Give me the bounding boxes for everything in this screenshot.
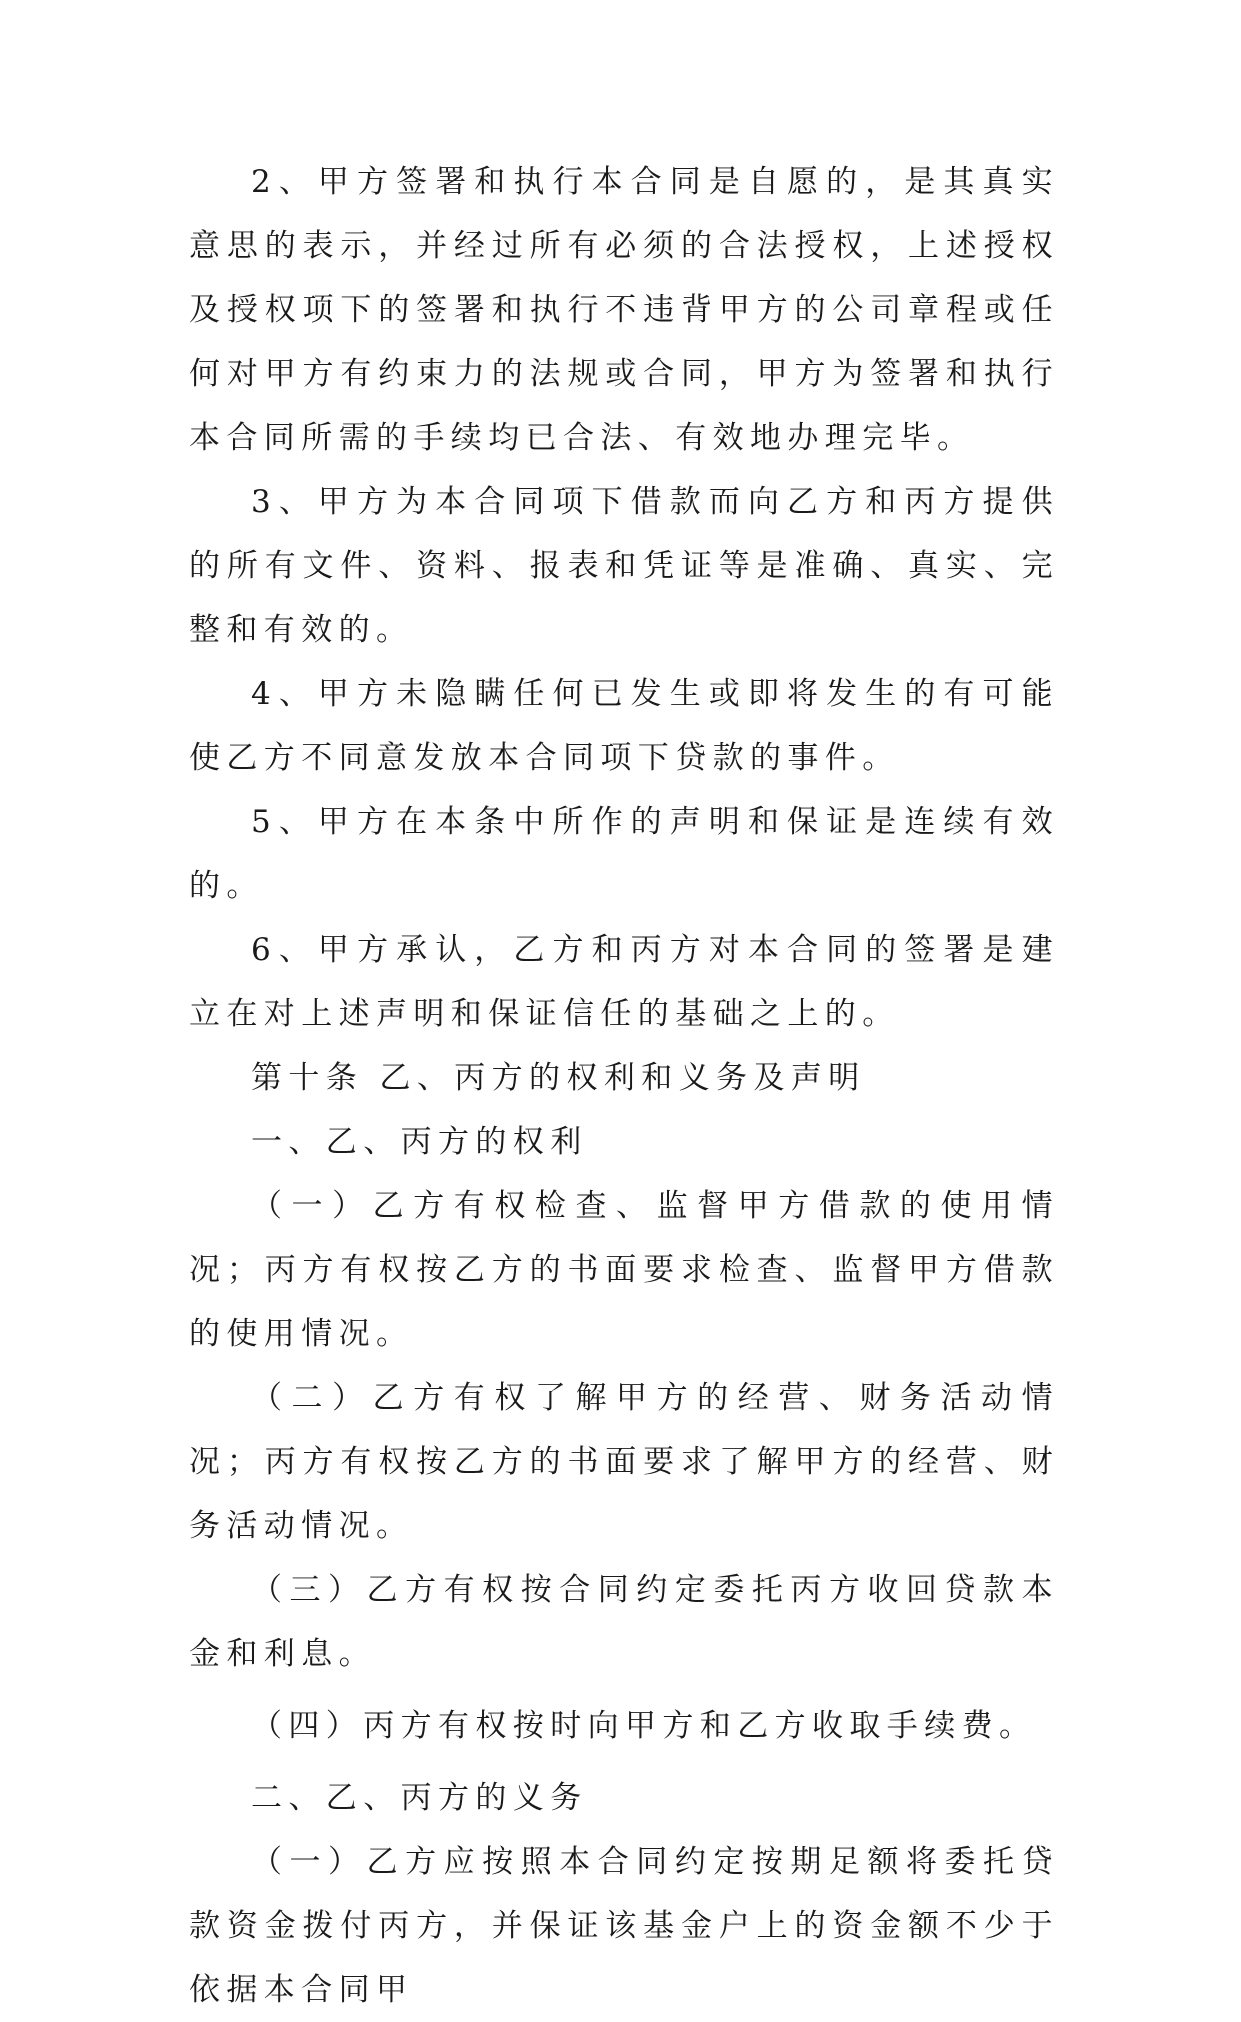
section-heading-obligations: 二、乙、丙方的义务 xyxy=(251,1780,588,1816)
section-heading-rights: 一、乙、丙方的权利 xyxy=(251,1124,588,1160)
paragraph-clause-4: 4、甲方未隐瞒任何已发生或即将发生的有可能使乙方不同意发放本合同项下贷款的事件。 xyxy=(189,676,1059,776)
paragraph-right-2: （二）乙方有权了解甲方的经营、财务活动情况；丙方有权按乙方的书面要求了解甲方的经营、财务活动情况。 xyxy=(189,1380,1059,1544)
paragraph-clause-6: 6、甲方承认，乙方和丙方对本合同的签署是建立在对上述声明和保证信任的基础之上的。 xyxy=(189,932,1059,1032)
article-heading: 第十条 乙、丙方的权利和义务及声明 xyxy=(251,1060,866,1096)
paragraph-clause-3: 3、甲方为本合同项下借款而向乙方和丙方提供的所有文件、资料、报表和凭证等是准确、真实、完整和有效的。 xyxy=(189,484,1059,648)
paragraph-right-4: （四）丙方有权按时向甲方和乙方收取手续费。 xyxy=(251,1708,1037,1744)
paragraph-clause-5: 5、甲方在本条中所作的声明和保证是连续有效的。 xyxy=(189,804,1059,904)
paragraph-obligation-1: （一）乙方应按照本合同约定按期足额将委托贷款资金拨付丙方，并保证该基金户上的资金额不少于依据本合同甲 xyxy=(189,1844,1059,2008)
paragraph-clause-2: 2、甲方签署和执行本合同是自愿的，是其真实意思的表示，并经过所有必须的合法授权，上述授权及授权项下的签署和执行不违背甲方的公司章程或任何对甲方有约束力的法规或合同，甲方为签署和执行本合同所需的手续均已合法、有效地办理完毕。 xyxy=(189,164,1059,456)
paragraph-right-1: （一）乙方有权检查、监督甲方借款的使用情况；丙方有权按乙方的书面要求检查、监督甲方借款的使用情况。 xyxy=(189,1188,1059,1352)
document-body xyxy=(189,150,1059,2022)
paragraph-right-3: （三）乙方有权按合同约定委托丙方收回贷款本金和利息。 xyxy=(189,1572,1059,1672)
